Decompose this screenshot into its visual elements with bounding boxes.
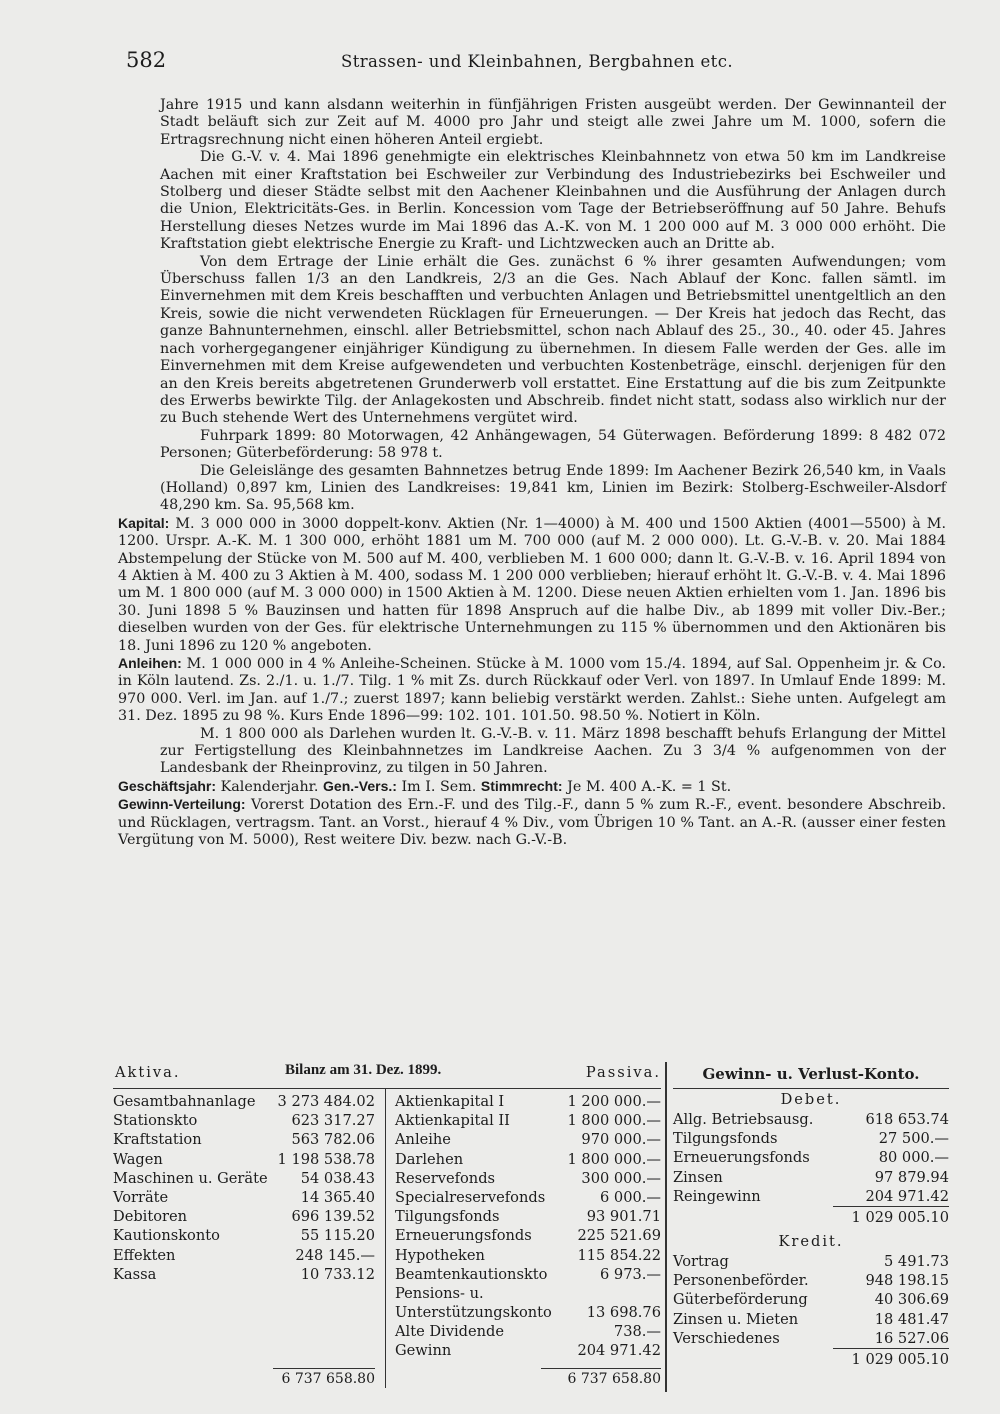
item-name: Anleihe xyxy=(395,1131,451,1149)
debet-row xyxy=(673,1168,949,1187)
item-value: 738.— xyxy=(613,1323,661,1341)
paragraph-4: Fuhrpark 1899: 80 Motorwagen, 42 Anhängewagen, 54 Güterwagen. Beförderung 1899: 8 482 072 Personen; Güterbeförderung: 58 978 t. xyxy=(160,427,946,462)
stimmrecht-label: Stimmrecht: xyxy=(480,777,563,794)
item-value: 248 145.— xyxy=(295,1246,375,1264)
item-name: Tilgungsfonds xyxy=(395,1208,500,1226)
passiva-row xyxy=(395,1207,661,1226)
item-value: 970 000.— xyxy=(581,1131,661,1149)
page-header xyxy=(126,48,946,78)
item-value: 300 000.— xyxy=(581,1169,661,1187)
item-name: Reingewinn xyxy=(673,1187,761,1205)
item-value: 948 198.15 xyxy=(865,1272,949,1290)
genvers-text: Im I. Sem. xyxy=(401,778,477,795)
geschaeftsjahr-text: Kalenderjahr. xyxy=(220,778,319,795)
anleihen-label: Anleihen: xyxy=(118,655,182,671)
balance-title: Bilanz am 31. Dez. 1899. xyxy=(285,1062,442,1078)
kredit-total: 1 029 005.10 xyxy=(833,1348,949,1369)
item-value: 1 200 000.— xyxy=(567,1093,661,1110)
guv-title: Gewinn- u. Verlust-Konto. xyxy=(673,1062,949,1089)
kredit-row xyxy=(673,1290,949,1309)
kredit-row xyxy=(673,1329,949,1348)
kredit-row xyxy=(673,1271,949,1290)
item-value: 97 879.94 xyxy=(874,1168,949,1186)
profit-loss-account xyxy=(673,1062,949,1392)
item-value: 10 733.12 xyxy=(300,1265,375,1283)
item-name: Vortrag xyxy=(673,1252,729,1270)
item-value: 204 971.42 xyxy=(865,1187,949,1205)
aktiva-row xyxy=(113,1130,375,1149)
paragraph-1: Jahre 1915 und kann alsdann weiterhin in fünfjährigen Fristen ausgeübt werden. Der Gewinnanteil der Stadt beläuft sich zur Zeit auf M. 4000 pro Jahr und steigt alle zwei Jahre um M. 1000, sofern die Ertragsrechnung nicht einen höheren Anteil ergiebt. xyxy=(160,97,946,148)
item-value: 563 782.06 xyxy=(291,1131,375,1149)
item-value: 204 971.42 xyxy=(577,1342,661,1360)
item-name: Aktienkapital I xyxy=(395,1093,505,1110)
kapital-text: M. 3 000 000 in 3000 doppelt-konv. Aktien (Nr. 1—4000) à M. 400 und 1500 Aktien (4001—5500) à M. 1200. Urspr. A.-K. M. 1 300 000, erhöht 1881 um M. 700 000 (auf M. 2 000 000). Lt. G.-V.-B. v. 20. Mai 1884 Abstempelung der Stücke von M. 500 auf M. 400, verblieben M. 1 600 000; dann lt. G.-V.-B. v. 16. April 1894 von 4 Aktien à M. 400 zu 3 Aktien à M. 400, sodass M. 1 200 000 verblieben; hierauf erhöht lt. G.-V.-B. v. 4. Mai 1896 um M. 1 800 000 (auf M. 3 000 000) in 1500 Aktien à M. 1200. Diese neuen Aktien erhielten vom 1. Jan. 1896 bis 30. Juni 1898 5 % Bauzinsen und hatten für 1898 Anspruch auf die halbe Div., ab 1899 mit voller Div.-Ber.; dieselben wurden von der Ges. für elektrische Unternehmungen zu 115 % übernommen und den Aktionären bis 18. Juni 1896 zu 120 % angeboten. xyxy=(118,515,946,654)
gewinn-verteilung-text: Vorerst Dotation des Ern.-F. und des Tilg.-F., dann 5 % zum R.-F., event. besondere Abschreib. und Rücklagen, vertragsm. Tant. an Vorst., hierauf 4 % Div., vom Übrigen 10 % Tant. an A.-R. (ausser einer festen Vergütung von M. 5000), Rest weitere Div. bezw. nach G.-V.-B. xyxy=(118,797,947,849)
item-value: 623 317.27 xyxy=(291,1112,375,1130)
kredit-row xyxy=(673,1252,949,1271)
item-name: Kautionskonto xyxy=(113,1227,220,1245)
passiva-row xyxy=(395,1284,661,1322)
passiva-row xyxy=(395,1322,661,1341)
aktiva-row xyxy=(113,1207,375,1226)
passiva-row xyxy=(395,1226,661,1245)
debet-label: Debet. xyxy=(780,1091,842,1108)
passiva-row xyxy=(395,1265,661,1284)
aktiva-row xyxy=(113,1188,375,1207)
passiva-row xyxy=(395,1150,661,1169)
item-value: 16 527.06 xyxy=(874,1329,949,1347)
item-value: 55 115.20 xyxy=(300,1227,375,1245)
item-name: Gesamtbahnanlage xyxy=(113,1093,256,1110)
balance-divider xyxy=(385,1088,386,1388)
item-value: 80 000.— xyxy=(878,1149,949,1167)
anleihen-section xyxy=(118,655,946,726)
item-value: 6 000.— xyxy=(599,1188,661,1206)
gewinn-verteilung-label: Gewinn-Verteilung: xyxy=(118,796,246,813)
passiva-row xyxy=(395,1188,661,1207)
aktiva-column xyxy=(113,1092,375,1284)
passiva-column xyxy=(395,1092,661,1361)
aktiva-row xyxy=(113,1246,375,1265)
geschaeftsjahr-label: Geschäftsjahr: xyxy=(118,777,217,794)
item-name: Aktienkapital II xyxy=(395,1112,510,1130)
item-value: 618 653.74 xyxy=(865,1111,949,1128)
item-name: Zinsen u. Mieten xyxy=(673,1310,799,1328)
financial-statements xyxy=(113,1062,949,1392)
geschaeftsjahr-line xyxy=(118,778,946,796)
item-name: Maschinen u. Geräte xyxy=(113,1169,268,1187)
aktiva-label: Aktiva. xyxy=(115,1064,181,1081)
item-name: Kraftstation xyxy=(113,1131,202,1149)
kredit-row xyxy=(673,1310,949,1329)
item-value: 115 854.22 xyxy=(577,1246,661,1264)
item-name: Vorräte xyxy=(113,1188,169,1206)
kredit-rows xyxy=(673,1252,949,1348)
item-value: 1 198 538.78 xyxy=(277,1150,375,1168)
paragraph-2: Die G.-V. v. 4. Mai 1896 genehmigte ein elektrisches Kleinbahnnetz von etwa 50 km im Landkreise Aachen mit einer Kraftstation bei Eschweiler zur Verbindung des Industriebezirks bei Eschweiler und Stolberg und dieser Städte selbst mit den Aachener Kleinbahnen und die Ausführung der Anlagen durch die Union, Elektricitäts-Ges. in Berlin. Koncession vom Tage der Betriebseröffnung auf 50 Jahre. Behufs Herstellung dieses Netzes wurde im Mai 1896 das A.-K. von M. 1 200 000 auf M. 3 000 000 erhöht. Die Kraftstation giebt elektrische Energie zu Kraft- und Lichtzwecken auch an Dritte ab. xyxy=(160,149,946,253)
passiva-row xyxy=(395,1246,661,1265)
debet-row xyxy=(673,1148,949,1167)
debet-row xyxy=(673,1110,949,1129)
debet-rows xyxy=(673,1110,949,1206)
passiva-row xyxy=(395,1169,661,1188)
item-value: 6 973.— xyxy=(599,1265,661,1283)
item-value: 27 500.— xyxy=(878,1130,949,1148)
item-name: Tilgungsfonds xyxy=(673,1130,778,1148)
genvers-label: Gen.-Vers.: xyxy=(323,777,397,794)
gewinn-verteilung-section xyxy=(118,796,946,849)
darlehen-paragraph: M. 1 800 000 als Darlehen wurden lt. G.-V.-B. v. 11. März 1898 beschafft behufs Erlangung der Mittel zur Fertigstellung des Kleinbahnnetzes im Landkreise Aachen. Zu 3 3/4 % aufgenommen von der Landesbank der Rheinprovinz, zu tilgen in 50 Jahren. xyxy=(160,725,946,777)
item-value: 5 491.73 xyxy=(884,1252,949,1270)
running-title: Strassen- und Kleinbahnen, Bergbahnen etc. xyxy=(341,52,733,71)
item-name: Alte Dividende xyxy=(395,1323,504,1341)
aktiva-row xyxy=(113,1150,375,1169)
item-name: Debitoren xyxy=(113,1208,188,1226)
item-value: 14 365.40 xyxy=(300,1188,375,1206)
paragraph-3: Von dem Ertrage der Linie erhält die Ges. zunächst 6 % ihrer gesamten Aufwendungen; vom Überschuss fallen 1/3 an den Landkreis, 2/3 an die Ges. Nach Ablauf der Konc. fallen sämtl. im Einvernehmen mit dem Kreis beschafften und verbuchten Anlagen und Betriebsmittel unentgeltlich an den Kreis, sowie die nicht verwendeten Rücklagen für Erneuerungen. — Der Kreis hat jedoch das Recht, das ganze Bahnunternehmen, einschl. aller Betriebsmittel, schon nach Ablauf des 25., 30., 40. oder 45. Jahres nach vorhergegangener einjähriger Kündigung zu übernehmen. In diesem Falle werden der Ges. alle im Einvernehmen mit dem Kreise aufgewendeten und verbuchten Kostenbeträge, einschl. derjenigen für den an den Kreis bereits abgetretenen Grunderwerb voll erstattet. Eine Erstattung auf die bis zum Zeitpunkte des Erwerbs bewirkte Tilg. der Anlagekosten und Abschreib. findet nicht statt, sodass also wirklich nur der zu Buch stehende Wert des Unternehmens vergütet wird. xyxy=(160,253,946,427)
item-value: 40 306.69 xyxy=(874,1291,949,1309)
item-name: Hypotheken xyxy=(395,1246,485,1264)
debet-row xyxy=(673,1129,949,1148)
item-value: 225 521.69 xyxy=(577,1227,661,1245)
aktiva-row xyxy=(113,1111,375,1130)
item-value: 54 038.43 xyxy=(300,1169,375,1187)
passiva-label: Passiva. xyxy=(585,1064,661,1081)
balance-header xyxy=(113,1062,661,1089)
anleihen-text: M. 1 000 000 in 4 % Anleihe-Scheinen. Stücke à M. 1000 vom 15./4. 1894, auf Sal. Oppenheim jr. & Co. in Köln lautend. Zs. 2./1. u. 1./7. Tilg. 1 % mit Zs. durch Rückkauf oder Verl. von 1897. In Umlauf Ende 1899: M. 970 000. Verl. im Jan. auf 1./7.; zuerst 1897; kann beliebig verstärkt werden. Zahlst.: Siehe unten. Aufgelegt am 31. Dez. 1895 zu 98 %. Kurs Ende 1896—99: 102. 101. 101.50. 98.50 %. Notiert in Köln. xyxy=(118,656,946,725)
item-name: Verschiedenes xyxy=(673,1329,780,1347)
item-value: 1 800 000.— xyxy=(567,1112,661,1130)
debet-row xyxy=(673,1187,949,1206)
item-name: Effekten xyxy=(113,1246,176,1264)
aktiva-total: 6 737 658.80 xyxy=(273,1368,375,1387)
item-name: Darlehen xyxy=(395,1150,464,1168)
passiva-row xyxy=(395,1092,661,1111)
aktiva-row xyxy=(113,1169,375,1188)
stimmrecht-text: Je M. 400 A.-K. = 1 St. xyxy=(567,778,732,795)
item-value: 18 481.47 xyxy=(874,1310,949,1328)
passiva-row xyxy=(395,1341,661,1360)
item-name: Pensions- u. Unterstützungskonto xyxy=(395,1284,552,1322)
item-name: Specialreservefonds xyxy=(395,1188,546,1206)
item-name: Allg. Betriebsausg. xyxy=(673,1111,814,1128)
item-name: Stationskto xyxy=(113,1112,198,1130)
passiva-row xyxy=(395,1130,661,1149)
debet-total: 1 029 005.10 xyxy=(833,1206,949,1227)
item-name: Personenbeförder. xyxy=(673,1272,809,1290)
item-value: 93 901.71 xyxy=(586,1208,661,1226)
passiva-row xyxy=(395,1111,661,1130)
aktiva-row xyxy=(113,1092,375,1111)
item-name: Güterbeförderung xyxy=(673,1291,808,1309)
item-name: Erneuerungsfonds xyxy=(395,1227,532,1245)
kredit-label: Kredit. xyxy=(778,1232,844,1250)
balance-sheet xyxy=(113,1062,661,1392)
item-name: Wagen xyxy=(113,1150,163,1168)
item-value: 3 273 484.02 xyxy=(277,1093,375,1110)
aktiva-row xyxy=(113,1226,375,1245)
item-name: Gewinn xyxy=(395,1342,452,1360)
passiva-total: 6 737 658.80 xyxy=(541,1368,661,1387)
item-value: 696 139.52 xyxy=(291,1208,375,1226)
item-value: 1 800 000.— xyxy=(567,1150,661,1168)
item-name: Erneuerungsfonds xyxy=(673,1149,810,1167)
body-text xyxy=(118,97,947,849)
item-name: Beamtenkautionskto xyxy=(395,1265,548,1283)
table-divider xyxy=(665,1062,667,1392)
kapital-label: Kapital: xyxy=(118,514,170,531)
item-name: Zinsen xyxy=(673,1168,723,1186)
paragraph-5: Die Geleislänge des gesamten Bahnnetzes betrug Ende 1899: Im Aachener Bezirk 26,540 km, in Vaals (Holland) 0,897 km, Linien des Landkreises: 19,841 km, Linien im Bezirk: Stolberg-Eschweiler-Alsdorf 48,290 km. Sa. 95,568 km. xyxy=(160,462,946,514)
item-value: 13 698.76 xyxy=(586,1304,661,1322)
item-name: Kassa xyxy=(113,1265,157,1283)
aktiva-row xyxy=(113,1265,375,1284)
kapital-section xyxy=(118,515,946,655)
item-name: Reservefonds xyxy=(395,1169,496,1187)
page-number: 582 xyxy=(126,48,167,72)
